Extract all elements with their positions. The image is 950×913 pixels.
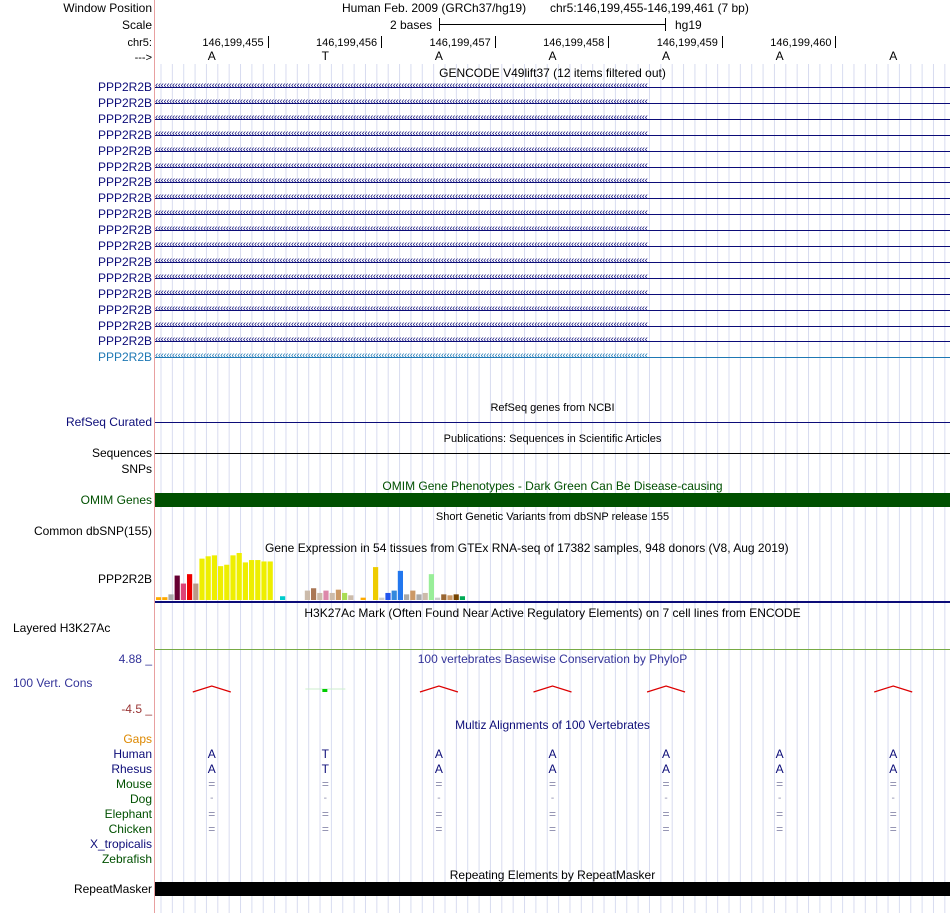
gencode-transcript[interactable] bbox=[155, 224, 950, 236]
dna-base: A bbox=[662, 49, 671, 63]
alignment-base: - bbox=[777, 793, 782, 804]
gencode-gene-label[interactable]: PPP2R2B bbox=[97, 270, 152, 285]
refseq-track-line[interactable] bbox=[155, 422, 950, 423]
multiz-species-label[interactable]: Elephant bbox=[104, 807, 152, 821]
omim-track-label[interactable]: OMIM Genes bbox=[80, 493, 152, 507]
alignment-base: = bbox=[548, 807, 556, 821]
gtex-expression-chart[interactable] bbox=[155, 553, 950, 605]
alignment-base: = bbox=[208, 807, 216, 821]
gtex-tissue-bar[interactable] bbox=[342, 593, 347, 600]
phylop-score-mark[interactable] bbox=[647, 686, 685, 692]
alignment-base: T bbox=[321, 762, 330, 776]
scale-text: 2 bases bbox=[390, 18, 433, 32]
repeatmasker-track-bar[interactable] bbox=[155, 882, 950, 896]
gtex-tissue-bar[interactable] bbox=[423, 593, 428, 600]
gencode-gene-label[interactable]: PPP2R2B bbox=[97, 127, 152, 142]
alignment-base: A bbox=[434, 747, 443, 761]
phylop-score-mark[interactable] bbox=[534, 686, 572, 692]
omim-track-title: OMIM Gene Phenotypes - Dark Green Can Be Disease-causing bbox=[382, 479, 723, 493]
repeatmasker-track-label[interactable]: RepeatMasker bbox=[73, 882, 152, 896]
publications-track-title: Publications: Sequences in Scientific Articles bbox=[443, 433, 662, 445]
publications-track-line[interactable] bbox=[155, 453, 950, 454]
coordinate-label: 146,199,458 bbox=[543, 37, 605, 49]
gtex-tissue-bar[interactable] bbox=[199, 559, 204, 600]
phylop-track-title: 100 vertebrates Basewise Conservation by PhyloP bbox=[417, 652, 688, 666]
strand-direction-arrows: ‹‹‹‹‹‹‹‹‹‹‹‹‹‹‹‹‹‹‹‹‹‹‹‹‹‹‹‹‹‹‹‹‹‹‹‹‹‹‹‹‹‹‹‹‹‹‹‹‹‹‹‹‹‹‹‹‹‹‹‹‹‹‹‹‹‹‹‹‹‹‹‹‹‹‹‹‹‹‹‹‹‹‹‹‹‹‹‹‹‹‹‹‹‹‹‹‹‹‹‹‹‹‹‹‹‹‹‹‹‹‹‹‹‹‹‹‹‹‹‹‹‹‹‹‹‹‹‹‹‹‹‹‹‹‹‹‹‹‹‹‹‹‹‹‹‹‹‹‹‹‹‹‹‹‹‹‹‹‹‹‹‹‹‹‹‹‹‹‹‹‹‹‹‹ bbox=[155, 111, 648, 123]
gtex-tissue-bar[interactable] bbox=[305, 591, 310, 600]
alignment-base: = bbox=[662, 777, 670, 791]
alignment-base: = bbox=[662, 807, 670, 821]
dna-base: A bbox=[775, 49, 784, 63]
strand-direction-arrows: ‹‹‹‹‹‹‹‹‹‹‹‹‹‹‹‹‹‹‹‹‹‹‹‹‹‹‹‹‹‹‹‹‹‹‹‹‹‹‹‹‹‹‹‹‹‹‹‹‹‹‹‹‹‹‹‹‹‹‹‹‹‹‹‹‹‹‹‹‹‹‹‹‹‹‹‹‹‹‹‹‹‹‹‹‹‹‹‹‹‹‹‹‹‹‹‹‹‹‹‹‹‹‹‹‹‹‹‹‹‹‹‹‹‹‹‹‹‹‹‹‹‹‹‹‹‹‹‹‹‹‹‹‹‹‹‹‹‹‹‹‹‹‹‹‹‹‹‹‹‹‹‹‹‹‹‹‹‹‹‹‹‹‹‹‹‹‹‹‹‹‹‹‹‹ bbox=[155, 254, 648, 266]
strand-direction-arrows: ‹‹‹‹‹‹‹‹‹‹‹‹‹‹‹‹‹‹‹‹‹‹‹‹‹‹‹‹‹‹‹‹‹‹‹‹‹‹‹‹‹‹‹‹‹‹‹‹‹‹‹‹‹‹‹‹‹‹‹‹‹‹‹‹‹‹‹‹‹‹‹‹‹‹‹‹‹‹‹‹‹‹‹‹‹‹‹‹‹‹‹‹‹‹‹‹‹‹‹‹‹‹‹‹‹‹‹‹‹‹‹‹‹‹‹‹‹‹‹‹‹‹‹‹‹‹‹‹‹‹‹‹‹‹‹‹‹‹‹‹‹‹‹‹‹‹‹‹‹‹‹‹‹‹‹‹‹‹‹‹‹‹‹‹‹‹‹‹‹‹‹‹‹‹ bbox=[155, 191, 648, 203]
dna-base: A bbox=[548, 49, 557, 63]
scale-db: hg19 bbox=[675, 18, 702, 32]
phylop-score-mark[interactable] bbox=[322, 689, 327, 692]
gtex-tissue-bar[interactable] bbox=[224, 565, 229, 600]
dna-base: T bbox=[321, 49, 330, 63]
alignment-base: = bbox=[776, 807, 784, 821]
strand-direction-arrows: ‹‹‹‹‹‹‹‹‹‹‹‹‹‹‹‹‹‹‹‹‹‹‹‹‹‹‹‹‹‹‹‹‹‹‹‹‹‹‹‹‹‹‹‹‹‹‹‹‹‹‹‹‹‹‹‹‹‹‹‹‹‹‹‹‹‹‹‹‹‹‹‹‹‹‹‹‹‹‹‹‹‹‹‹‹‹‹‹‹‹‹‹‹‹‹‹‹‹‹‹‹‹‹‹‹‹‹‹‹‹‹‹‹‹‹‹‹‹‹‹‹‹‹‹‹‹‹‹‹‹‹‹‹‹‹‹‹‹‹‹‹‹‹‹‹‹‹‹‹‹‹‹‹‹‹‹‹‹‹‹‹‹‹‹‹‹‹‹‹‹‹‹‹‹ bbox=[155, 159, 648, 171]
gencode-gene-label[interactable]: PPP2R2B bbox=[97, 80, 152, 94]
alignment-base: = bbox=[208, 822, 216, 836]
alignment-base: = bbox=[776, 822, 784, 836]
gencode-gene-label[interactable]: PPP2R2B bbox=[97, 350, 152, 365]
strand-direction-arrows: ‹‹‹‹‹‹‹‹‹‹‹‹‹‹‹‹‹‹‹‹‹‹‹‹‹‹‹‹‹‹‹‹‹‹‹‹‹‹‹‹‹‹‹‹‹‹‹‹‹‹‹‹‹‹‹‹‹‹‹‹‹‹‹‹‹‹‹‹‹‹‹‹‹‹‹‹‹‹‹‹‹‹‹‹‹‹‹‹‹‹‹‹‹‹‹‹‹‹‹‹‹‹‹‹‹‹‹‹‹‹‹‹‹‹‹‹‹‹‹‹‹‹‹‹‹‹‹‹‹‹‹‹‹‹‹‹‹‹‹‹‹‹‹‹‹‹‹‹‹‹‹‹‹‹‹‹‹‹‹‹‹‹‹‹‹‹‹‹‹‹‹‹‹‹ bbox=[155, 318, 648, 330]
gtex-tissue-bar[interactable] bbox=[361, 598, 366, 600]
gtex-tissue-bar[interactable] bbox=[336, 590, 341, 600]
phylop-score-mark[interactable] bbox=[193, 686, 231, 692]
alignment-base: A bbox=[207, 762, 216, 776]
gencode-gene-label[interactable]: PPP2R2B bbox=[97, 254, 152, 269]
gtex-tissue-bar[interactable] bbox=[460, 596, 465, 600]
gencode-transcript[interactable] bbox=[155, 320, 950, 332]
gtex-tissue-bar[interactable] bbox=[441, 594, 446, 600]
gtex-tissue-bar[interactable] bbox=[175, 576, 180, 600]
snps-track-label[interactable]: SNPs bbox=[121, 462, 152, 476]
alignment-base: = bbox=[321, 822, 329, 836]
phylop-score-mark[interactable] bbox=[874, 686, 912, 692]
gtex-tissue-bar[interactable] bbox=[323, 591, 328, 600]
track-label-column bbox=[0, 0, 155, 913]
gencode-gene-label[interactable]: PPP2R2B bbox=[97, 334, 152, 349]
alignment-base: A bbox=[889, 762, 898, 776]
gtex-tissue-bar[interactable] bbox=[230, 555, 235, 600]
strand-direction-arrows: ‹‹‹‹‹‹‹‹‹‹‹‹‹‹‹‹‹‹‹‹‹‹‹‹‹‹‹‹‹‹‹‹‹‹‹‹‹‹‹‹‹‹‹‹‹‹‹‹‹‹‹‹‹‹‹‹‹‹‹‹‹‹‹‹‹‹‹‹‹‹‹‹‹‹‹‹‹‹‹‹‹‹‹‹‹‹‹‹‹‹‹‹‹‹‹‹‹‹‹‹‹‹‹‹‹‹‹‹‹‹‹‹‹‹‹‹‹‹‹‹‹‹‹‹‹‹‹‹‹‹‹‹‹‹‹‹‹‹‹‹‹‹‹‹‹‹‹‹‹‹‹‹‹‹‹‹‹‹‹‹‹‹‹‹‹‹‹‹‹‹‹‹‹‹ bbox=[155, 302, 648, 314]
gencode-transcript[interactable] bbox=[155, 176, 950, 188]
coordinate-tick bbox=[722, 36, 723, 48]
track-image-area[interactable] bbox=[155, 0, 950, 913]
gencode-transcript[interactable] bbox=[155, 351, 950, 363]
gencode-transcript[interactable] bbox=[155, 208, 950, 220]
strand-direction-arrows: ‹‹‹‹‹‹‹‹‹‹‹‹‹‹‹‹‹‹‹‹‹‹‹‹‹‹‹‹‹‹‹‹‹‹‹‹‹‹‹‹‹‹‹‹‹‹‹‹‹‹‹‹‹‹‹‹‹‹‹‹‹‹‹‹‹‹‹‹‹‹‹‹‹‹‹‹‹‹‹‹‹‹‹‹‹‹‹‹‹‹‹‹‹‹‹‹‹‹‹‹‹‹‹‹‹‹‹‹‹‹‹‹‹‹‹‹‹‹‹‹‹‹‹‹‹‹‹‹‹‹‹‹‹‹‹‹‹‹‹‹‹‹‹‹‹‹‹‹‹‹‹‹‹‹‹‹‹‹‹‹‹‹‹‹‹‹‹‹‹‹‹‹‹‹ bbox=[155, 223, 648, 235]
gtex-tissue-bar[interactable] bbox=[416, 594, 421, 600]
gtex-tissue-bar[interactable] bbox=[187, 574, 192, 600]
strand-direction-arrows: ‹‹‹‹‹‹‹‹‹‹‹‹‹‹‹‹‹‹‹‹‹‹‹‹‹‹‹‹‹‹‹‹‹‹‹‹‹‹‹‹‹‹‹‹‹‹‹‹‹‹‹‹‹‹‹‹‹‹‹‹‹‹‹‹‹‹‹‹‹‹‹‹‹‹‹‹‹‹‹‹‹‹‹‹‹‹‹‹‹‹‹‹‹‹‹‹‹‹‹‹‹‹‹‹‹‹‹‹‹‹‹‹‹‹‹‹‹‹‹‹‹‹‹‹‹‹‹‹‹‹‹‹‹‹‹‹‹‹‹‹‹‹‹‹‹‹‹‹‹‹‹‹‹‹‹‹‹‹‹‹‹‹‹‹‹‹‹‹‹‹‹‹‹‹ bbox=[155, 207, 648, 219]
gtex-tissue-bar[interactable] bbox=[193, 584, 198, 600]
alignment-base: = bbox=[435, 777, 443, 791]
strand-direction-arrows: ‹‹‹‹‹‹‹‹‹‹‹‹‹‹‹‹‹‹‹‹‹‹‹‹‹‹‹‹‹‹‹‹‹‹‹‹‹‹‹‹‹‹‹‹‹‹‹‹‹‹‹‹‹‹‹‹‹‹‹‹‹‹‹‹‹‹‹‹‹‹‹‹‹‹‹‹‹‹‹‹‹‹‹‹‹‹‹‹‹‹‹‹‹‹‹‹‹‹‹‹‹‹‹‹‹‹‹‹‹‹‹‹‹‹‹‹‹‹‹‹‹‹‹‹‹‹‹‹‹‹‹‹‹‹‹‹‹‹‹‹‹‹‹‹‹‹‹‹‹‹‹‹‹‹‹‹‹‹‹‹‹‹‹‹‹‹‹‹‹‹‹‹‹‹ bbox=[155, 143, 648, 155]
gtex-tissue-bar[interactable] bbox=[373, 567, 378, 600]
multiz-species-label[interactable]: Rhesus bbox=[111, 762, 152, 776]
gtex-tissue-bar[interactable] bbox=[255, 560, 260, 600]
gencode-transcript[interactable] bbox=[155, 145, 950, 157]
strand-direction-arrows: ‹‹‹‹‹‹‹‹‹‹‹‹‹‹‹‹‹‹‹‹‹‹‹‹‹‹‹‹‹‹‹‹‹‹‹‹‹‹‹‹‹‹‹‹‹‹‹‹‹‹‹‹‹‹‹‹‹‹‹‹‹‹‹‹‹‹‹‹‹‹‹‹‹‹‹‹‹‹‹‹‹‹‹‹‹‹‹‹‹‹‹‹‹‹‹‹‹‹‹‹‹‹‹‹‹‹‹‹‹‹‹‹‹‹‹‹‹‹‹‹‹‹‹‹‹‹‹‹‹‹‹‹‹‹‹‹‹‹‹‹‹‹‹‹‹‹‹‹‹‹‹‹‹‹‹‹‹‹‹‹‹‹‹‹‹‹‹‹‹‹‹‹‹‹ bbox=[155, 239, 648, 250]
alignment-base: A bbox=[548, 762, 557, 776]
alignment-base: A bbox=[548, 747, 557, 761]
coordinate-tick bbox=[268, 36, 269, 48]
gtex-track-title: Gene Expression in 54 tissues from GTEx RNA-seq of 17382 samples, 948 donors (V8, Aug 2019) bbox=[265, 541, 789, 555]
strand-direction-arrows: ‹‹‹‹‹‹‹‹‹‹‹‹‹‹‹‹‹‹‹‹‹‹‹‹‹‹‹‹‹‹‹‹‹‹‹‹‹‹‹‹‹‹‹‹‹‹‹‹‹‹‹‹‹‹‹‹‹‹‹‹‹‹‹‹‹‹‹‹‹‹‹‹‹‹‹‹‹‹‹‹‹‹‹‹‹‹‹‹‹‹‹‹‹‹‹‹‹‹‹‹‹‹‹‹‹‹‹‹‹‹‹‹‹‹‹‹‹‹‹‹‹‹‹‹‹‹‹‹‹‹‹‹‹‹‹‹‹‹‹‹‹‹‹‹‹‹‹‹‹‹‹‹‹‹‹‹‹‹‹‹‹‹‹‹‹‹‹‹‹‹‹‹‹‹ bbox=[155, 334, 648, 346]
gtex-tissue-bar[interactable] bbox=[398, 571, 403, 600]
gencode-gene-label[interactable]: PPP2R2B bbox=[97, 286, 152, 301]
gtex-tissue-bar[interactable] bbox=[156, 597, 161, 600]
gencode-gene-label[interactable]: PPP2R2B bbox=[97, 223, 152, 238]
coordinate-tick bbox=[608, 36, 609, 48]
gtex-tissue-bar[interactable] bbox=[348, 595, 353, 600]
multiz-species-label[interactable]: X_tropicalis bbox=[89, 837, 152, 851]
alignment-base: A bbox=[889, 747, 898, 761]
coordinate-label: 146,199,459 bbox=[656, 37, 718, 49]
alignment-base: - bbox=[437, 793, 441, 804]
gtex-tissue-bar[interactable] bbox=[435, 598, 440, 600]
phylop-track-label[interactable]: 100 Vert. Cons bbox=[13, 676, 93, 690]
alignment-base: = bbox=[548, 777, 556, 791]
alignment-base: A bbox=[775, 747, 784, 761]
window-position-text: chr5:146,199,455-146,199,461 (7 bp) bbox=[550, 1, 749, 15]
gtex-baseline bbox=[155, 601, 950, 603]
alignment-base: = bbox=[662, 822, 670, 836]
window-position-label: Window Position bbox=[63, 1, 152, 15]
alignment-base: = bbox=[208, 777, 216, 791]
gtex-tissue-bar[interactable] bbox=[385, 593, 390, 600]
alignment-base: = bbox=[889, 822, 897, 836]
strand-direction-arrows: ‹‹‹‹‹‹‹‹‹‹‹‹‹‹‹‹‹‹‹‹‹‹‹‹‹‹‹‹‹‹‹‹‹‹‹‹‹‹‹‹‹‹‹‹‹‹‹‹‹‹‹‹‹‹‹‹‹‹‹‹‹‹‹‹‹‹‹‹‹‹‹‹‹‹‹‹‹‹‹‹‹‹‹‹‹‹‹‹‹‹‹‹‹‹‹‹‹‹‹‹‹‹‹‹‹‹‹‹‹‹‹‹‹‹‹‹‹‹‹‹‹‹‹‹‹‹‹‹‹‹‹‹‹‹‹‹‹‹‹‹‹‹‹‹‹‹‹‹‹‹‹‹‹‹‹‹‹‹‹‹‹‹‹‹‹‹‹‹‹‹‹‹‹‹ bbox=[155, 175, 648, 187]
multiz-gaps-label[interactable]: Gaps bbox=[123, 732, 152, 746]
gtex-tissue-bar[interactable] bbox=[249, 560, 254, 600]
phylop-ymin-label: -4.5 _ bbox=[121, 702, 152, 716]
multiz-track-title: Multiz Alignments of 100 Vertebrates bbox=[455, 718, 650, 732]
dna-base: A bbox=[889, 49, 898, 63]
strand-direction-arrows: ‹‹‹‹‹‹‹‹‹‹‹‹‹‹‹‹‹‹‹‹‹‹‹‹‹‹‹‹‹‹‹‹‹‹‹‹‹‹‹‹‹‹‹‹‹‹‹‹‹‹‹‹‹‹‹‹‹‹‹‹‹‹‹‹‹‹‹‹‹‹‹‹‹‹‹‹‹‹‹‹‹‹‹‹‹‹‹‹‹‹‹‹‹‹‹‹‹‹‹‹‹‹‹‹‹‹‹‹‹‹‹‹‹‹‹‹‹‹‹‹‹‹‹‹‹‹‹‹‹‹‹‹‹‹‹‹‹‹‹‹‹‹‹‹‹‹‹‹‹‹‹‹‹‹‹‹‹‹‹‹‹‹‹‹‹‹‹‹‹‹‹‹‹‹ bbox=[155, 270, 648, 282]
alignment-base: A bbox=[434, 762, 443, 776]
dbsnp-track-label[interactable]: Common dbSNP(155) bbox=[33, 524, 152, 538]
gtex-tissue-bar[interactable] bbox=[162, 597, 167, 600]
alignment-base: = bbox=[321, 777, 329, 791]
strand-direction-arrows: ‹‹‹‹‹‹‹‹‹‹‹‹‹‹‹‹‹‹‹‹‹‹‹‹‹‹‹‹‹‹‹‹‹‹‹‹‹‹‹‹‹‹‹‹‹‹‹‹‹‹‹‹‹‹‹‹‹‹‹‹‹‹‹‹‹‹‹‹‹‹‹‹‹‹‹‹‹‹‹‹‹‹‹‹‹‹‹‹‹‹‹‹‹‹‹‹‹‹‹‹‹‹‹‹‹‹‹‹‹‹‹‹‹‹‹‹‹‹‹‹‹‹‹‹‹‹‹‹‹‹‹‹‹‹‹‹‹‹‹‹‹‹‹‹‹‹‹‹‹‹‹‹‹‹‹‹‹‹‹‹‹‹‹‹‹‹‹‹‹‹‹‹‹‹ bbox=[155, 95, 648, 107]
refseq-track-title: RefSeq genes from NCBI bbox=[490, 402, 615, 414]
publications-track-label[interactable]: Sequences bbox=[91, 446, 152, 460]
omim-track-bar[interactable] bbox=[155, 493, 950, 507]
coordinate-label: 146,199,457 bbox=[429, 37, 491, 49]
multiz-species-label[interactable]: Zebrafish bbox=[101, 852, 152, 866]
multiz-species-label[interactable]: Dog bbox=[129, 792, 152, 806]
alignment-base: A bbox=[662, 747, 671, 761]
gtex-tissue-bar[interactable] bbox=[218, 566, 223, 600]
gtex-tissue-bar[interactable] bbox=[237, 553, 242, 600]
h3k27ac-track-line[interactable] bbox=[155, 649, 950, 650]
scale-bar bbox=[439, 24, 666, 25]
alignment-base: A bbox=[775, 762, 784, 776]
strand-direction-arrows: ‹‹‹‹‹‹‹‹‹‹‹‹‹‹‹‹‹‹‹‹‹‹‹‹‹‹‹‹‹‹‹‹‹‹‹‹‹‹‹‹‹‹‹‹‹‹‹‹‹‹‹‹‹‹‹‹‹‹‹‹‹‹‹‹‹‹‹‹‹‹‹‹‹‹‹‹‹‹‹‹‹‹‹‹‹‹‹‹‹‹‹‹‹‹‹‹‹‹‹‹‹‹‹‹‹‹‹‹‹‹‹‹‹‹‹‹‹‹‹‹‹‹‹‹‹‹‹‹‹‹‹‹‹‹‹‹‹‹‹‹‹‹‹‹‹‹‹‹‹‹‹‹‹‹‹‹‹‹‹‹‹‹‹‹‹‹‹‹‹‹‹‹‹‹ bbox=[155, 350, 648, 362]
strand-direction-arrows: ‹‹‹‹‹‹‹‹‹‹‹‹‹‹‹‹‹‹‹‹‹‹‹‹‹‹‹‹‹‹‹‹‹‹‹‹‹‹‹‹‹‹‹‹‹‹‹‹‹‹‹‹‹‹‹‹‹‹‹‹‹‹‹‹‹‹‹‹‹‹‹‹‹‹‹‹‹‹‹‹‹‹‹‹‹‹‹‹‹‹‹‹‹‹‹‹‹‹‹‹‹‹‹‹‹‹‹‹‹‹‹‹‹‹‹‹‹‹‹‹‹‹‹‹‹‹‹‹‹‹‹‹‹‹‹‹‹‹‹‹‹‹‹‹‹‹‹‹‹‹‹‹‹‹‹‹‹‹‹‹‹‹‹‹‹‹‹‹‹‹‹‹‹‹ bbox=[155, 80, 648, 91]
gencode-transcript[interactable] bbox=[155, 272, 950, 284]
gencode-transcript[interactable] bbox=[155, 240, 950, 252]
gtex-tissue-bar[interactable] bbox=[268, 561, 273, 600]
dna-base: A bbox=[207, 49, 216, 63]
coordinate-tick bbox=[835, 36, 836, 48]
scale-label: Scale bbox=[121, 18, 152, 32]
alignment-base: A bbox=[662, 762, 671, 776]
gencode-gene-label[interactable]: PPP2R2B bbox=[97, 318, 152, 333]
gtex-tissue-bar[interactable] bbox=[212, 555, 217, 600]
gtex-tissue-bar[interactable] bbox=[379, 598, 384, 600]
phylop-conservation-plot[interactable] bbox=[155, 670, 950, 710]
gencode-track-title: GENCODE V49lift37 (12 items filtered out) bbox=[439, 66, 666, 80]
h3k27ac-track-title: H3K27Ac Mark (Often Found Near Active Regulatory Elements) on 7 cell lines from ENCODE bbox=[304, 606, 801, 620]
gencode-transcript[interactable] bbox=[155, 113, 950, 125]
refseq-track-label[interactable]: RefSeq Curated bbox=[65, 415, 152, 429]
alignment-base: = bbox=[889, 777, 897, 791]
alignment-base: - bbox=[550, 793, 555, 804]
coordinate-label: 146,199,456 bbox=[315, 37, 378, 49]
gencode-gene-label[interactable]: PPP2R2B bbox=[97, 111, 152, 126]
repeatmasker-track-title: Repeating Elements by RepeatMasker bbox=[449, 868, 656, 882]
gtex-tissue-bar[interactable] bbox=[447, 595, 452, 600]
gencode-transcript[interactable] bbox=[155, 256, 950, 268]
dna-base: A bbox=[434, 49, 443, 63]
gtex-tissue-bar[interactable] bbox=[330, 593, 335, 600]
alignment-base: = bbox=[435, 807, 443, 821]
scale-bar-left-tick bbox=[439, 18, 440, 31]
gencode-transcript[interactable] bbox=[155, 304, 950, 316]
alignment-base: = bbox=[776, 777, 784, 791]
gencode-transcript[interactable] bbox=[155, 81, 950, 93]
phylop-ymax-label: 4.88 _ bbox=[118, 652, 152, 666]
multiz-species-label[interactable]: Human bbox=[113, 747, 152, 761]
gtex-tissue-bar[interactable] bbox=[392, 591, 397, 600]
h3k27ac-track-label[interactable]: Layered H3K27Ac bbox=[13, 621, 111, 635]
gencode-transcript[interactable] bbox=[155, 97, 950, 109]
alignment-base: = bbox=[548, 822, 556, 836]
gtex-tissue-bar[interactable] bbox=[168, 594, 173, 600]
coordinate-tick bbox=[381, 36, 382, 48]
gtex-tissue-bar[interactable] bbox=[243, 562, 248, 600]
alignment-base: = bbox=[889, 807, 897, 821]
gencode-gene-label[interactable]: PPP2R2B bbox=[97, 95, 152, 110]
assembly-title: Human Feb. 2009 (GRCh37/hg19) bbox=[342, 1, 527, 15]
gencode-transcript[interactable] bbox=[155, 192, 950, 204]
alignment-base: T bbox=[321, 747, 330, 761]
scale-bar-right-tick bbox=[665, 18, 666, 31]
gencode-gene-label[interactable]: PPP2R2B bbox=[97, 302, 152, 317]
gtex-tissue-bar[interactable] bbox=[206, 556, 211, 600]
coordinate-tick bbox=[495, 36, 496, 48]
gencode-gene-label[interactable]: PPP2R2B bbox=[97, 159, 152, 174]
gtex-tissue-bar[interactable] bbox=[429, 574, 434, 600]
gencode-gene-label[interactable]: PPP2R2B bbox=[97, 175, 152, 190]
gencode-gene-label[interactable]: PPP2R2B bbox=[97, 239, 152, 253]
gtex-track-label[interactable]: PPP2R2B bbox=[97, 572, 152, 586]
alignment-base: A bbox=[207, 747, 216, 761]
coordinate-label: 146,199,460 bbox=[770, 37, 832, 49]
gencode-gene-label[interactable]: PPP2R2B bbox=[97, 207, 152, 222]
gencode-transcript[interactable] bbox=[155, 335, 950, 347]
gtex-tissue-bar[interactable] bbox=[404, 594, 409, 600]
gencode-gene-label[interactable]: PPP2R2B bbox=[97, 191, 152, 206]
gencode-transcript[interactable] bbox=[155, 288, 950, 300]
gtex-tissue-bar[interactable] bbox=[261, 561, 266, 600]
chrom-label: chr5: bbox=[127, 37, 152, 49]
gtex-tissue-bar[interactable] bbox=[280, 596, 285, 600]
alignment-base: - bbox=[323, 793, 328, 804]
alignment-base: - bbox=[664, 793, 668, 804]
strand-label[interactable]: ---> bbox=[134, 52, 152, 64]
gtex-tissue-bar[interactable] bbox=[181, 584, 186, 600]
multiz-species-label[interactable]: Chicken bbox=[108, 822, 152, 836]
gencode-transcript[interactable] bbox=[155, 129, 950, 141]
strand-direction-arrows: ‹‹‹‹‹‹‹‹‹‹‹‹‹‹‹‹‹‹‹‹‹‹‹‹‹‹‹‹‹‹‹‹‹‹‹‹‹‹‹‹‹‹‹‹‹‹‹‹‹‹‹‹‹‹‹‹‹‹‹‹‹‹‹‹‹‹‹‹‹‹‹‹‹‹‹‹‹‹‹‹‹‹‹‹‹‹‹‹‹‹‹‹‹‹‹‹‹‹‹‹‹‹‹‹‹‹‹‹‹‹‹‹‹‹‹‹‹‹‹‹‹‹‹‹‹‹‹‹‹‹‹‹‹‹‹‹‹‹‹‹‹‹‹‹‹‹‹‹‹‹‹‹‹‹‹‹‹‹‹‹‹‹‹‹‹‹‹‹‹‹‹‹‹‹ bbox=[155, 286, 648, 298]
gtex-tissue-bar[interactable] bbox=[317, 593, 322, 600]
gtex-tissue-bar[interactable] bbox=[311, 588, 316, 600]
alignment-base: - bbox=[891, 793, 895, 804]
gencode-transcript[interactable] bbox=[155, 161, 950, 173]
gtex-tissue-bar[interactable] bbox=[410, 591, 415, 600]
gtex-tissue-bar[interactable] bbox=[454, 594, 459, 600]
alignment-base: - bbox=[210, 793, 214, 804]
alignment-base: = bbox=[435, 822, 443, 836]
gencode-gene-label[interactable]: PPP2R2B bbox=[97, 143, 152, 158]
phylop-score-mark[interactable] bbox=[420, 686, 458, 692]
strand-direction-arrows: ‹‹‹‹‹‹‹‹‹‹‹‹‹‹‹‹‹‹‹‹‹‹‹‹‹‹‹‹‹‹‹‹‹‹‹‹‹‹‹‹‹‹‹‹‹‹‹‹‹‹‹‹‹‹‹‹‹‹‹‹‹‹‹‹‹‹‹‹‹‹‹‹‹‹‹‹‹‹‹‹‹‹‹‹‹‹‹‹‹‹‹‹‹‹‹‹‹‹‹‹‹‹‹‹‹‹‹‹‹‹‹‹‹‹‹‹‹‹‹‹‹‹‹‹‹‹‹‹‹‹‹‹‹‹‹‹‹‹‹‹‹‹‹‹‹‹‹‹‹‹‹‹‹‹‹‹‹‹‹‹‹‹‹‹‹‹‹‹‹‹‹‹‹‹ bbox=[155, 127, 648, 139]
coordinate-label: 146,199,455 bbox=[202, 37, 264, 49]
dbsnp-track-title: Short Genetic Variants from dbSNP release 155 bbox=[435, 511, 670, 523]
multiz-species-label[interactable]: Mouse bbox=[115, 777, 152, 791]
alignment-base: = bbox=[321, 807, 329, 821]
